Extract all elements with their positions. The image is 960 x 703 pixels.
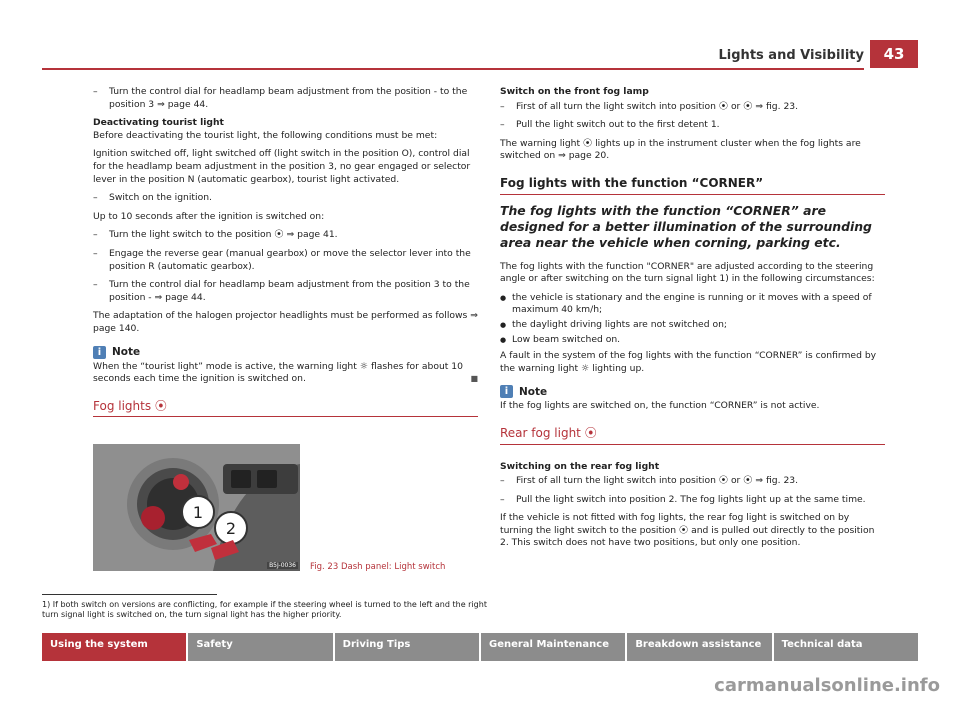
- bullet-item: ● the vehicle is stationary and the engine is running or it moves with a speed of maximum 40 km/h;: [500, 292, 885, 317]
- note-heading: i Note: [93, 346, 478, 359]
- info-icon: i: [500, 385, 513, 398]
- subheading: Deactivating tourist light: [93, 117, 224, 129]
- figure-light-switch: [93, 444, 300, 571]
- bullet-item: ● Low beam switched on.: [500, 334, 885, 347]
- section-heading-rear-fog: Rear fog light ⦿: [500, 427, 885, 445]
- paragraph: A fault in the system of the fog lights with the function “CORNER” is confirmed by the warning light ☼ lighting up.: [500, 350, 877, 374]
- page-number: 43: [870, 40, 918, 68]
- step-item: – Pull the light switch into position 2. The fog lights light up at the same time.: [500, 494, 885, 507]
- svg-text:1: 1: [192, 503, 204, 522]
- tab-using-the-system[interactable]: Using the system: [42, 633, 186, 661]
- note-heading: i Note: [500, 385, 885, 398]
- step-item: – First of all turn the light switch into position ⦿ or ⦿ ⇒ fig. 23.: [500, 101, 885, 114]
- paragraph: The adaptation of the halogen projector headlights must be performed as follows ⇒ page 140.: [93, 310, 478, 334]
- left-column: [93, 86, 478, 417]
- paragraph: Before deactivating the tourist light, the following conditions must be met:: [93, 129, 438, 141]
- svg-text:2: 2: [225, 519, 237, 538]
- paragraph: The warning light ⦿ lights up in the instrument cluster when the fog lights are switched on ⇒ page 20.: [500, 137, 861, 162]
- tab-driving-tips[interactable]: Driving Tips: [335, 633, 479, 661]
- step-item: – Turn the control dial for headlamp beam adjustment from the position 3 to the position - ⇒ page 44.: [93, 279, 478, 304]
- paragraph: Ignition switched off, light switched off (light switch in the position O), control dial for the headlamp beam adjustment in the position 3, no gear engaged or selector lever in the position N (automatic gearbox), tourist light activated.: [93, 148, 471, 185]
- subheading: Switch on the front fog lamp: [500, 86, 649, 97]
- right-column: [500, 86, 885, 556]
- note-text: If the fog lights are switched on, the function “CORNER” is not active.: [500, 400, 820, 412]
- light-switch-illustration: [93, 444, 300, 571]
- tab-general-maintenance[interactable]: General Maintenance: [481, 633, 625, 661]
- end-marker-icon: ■: [470, 374, 478, 384]
- info-icon: i: [93, 346, 106, 359]
- figure-caption: Fig. 23 Dash panel: Light switch: [310, 562, 446, 572]
- tab-safety[interactable]: Safety: [188, 633, 332, 661]
- step-item: – Pull the light switch out to the first detent 1.: [500, 119, 885, 132]
- step-item: – Turn the light switch to the position ⦿ ⇒ page 41.: [93, 229, 478, 242]
- tab-technical-data[interactable]: Technical data: [774, 633, 918, 661]
- bullet-item: ● the daylight driving lights are not switched on;: [500, 319, 885, 332]
- header-rule: [42, 68, 864, 70]
- step-item: – Turn the control dial for headlamp beam adjustment from the position - to the position 3 ⇒ page 44.: [93, 86, 478, 111]
- step-item: – Engage the reverse gear (manual gearbox) or move the selector lever into the position R (automatic gearbox).: [93, 248, 478, 273]
- paragraph: Up to 10 seconds after the ignition is switched on:: [93, 210, 325, 222]
- subheading: Switching on the rear fog light: [500, 460, 660, 472]
- chapter-tabs: [42, 633, 918, 661]
- figure-code: B5J-0036: [269, 562, 296, 569]
- page-header-title: Lights and Visibility: [718, 48, 864, 63]
- footnote: 1) If both switch on versions are conflicting, for example if the steering wheel is turned to the left and the right turn signal light is switched on, the turn signal light has the higher priority.: [42, 600, 487, 619]
- step-item: – First of all turn the light switch into position ⦿ or ⦿ ⇒ fig. 23.: [500, 475, 885, 488]
- paragraph: The fog lights with the function "CORNER" are adjusted according to the steering angle or after switching on the turn signal light 1) in the following circumstances:: [500, 260, 875, 285]
- note-text: When the “tourist light” mode is active, the warning light ☼ flashes for about 10 seconds each time the ignition is switched on. ■: [93, 360, 478, 385]
- lead-paragraph: The fog lights with the function “CORNER” are designed for a better illumination of the surrounding area near the vehicle when corning, parking etc.: [500, 202, 872, 250]
- step-item: – Switch on the ignition.: [93, 192, 478, 205]
- section-heading-fog-lights: Fog lights ⦿: [93, 400, 478, 418]
- paragraph: If the vehicle is not fitted with fog lights, the rear fog light is switched on by turning the light switch to the position ⦿ and is pulled out directly to the position 2. This switch does not have two positions, but only one position.: [500, 512, 875, 549]
- section-heading-corner: Fog lights with the function “CORNER”: [500, 177, 885, 195]
- footnote-rule: [42, 594, 217, 595]
- watermark: carmanualsonline.info: [714, 675, 940, 696]
- tab-breakdown-assistance[interactable]: Breakdown assistance: [627, 633, 771, 661]
